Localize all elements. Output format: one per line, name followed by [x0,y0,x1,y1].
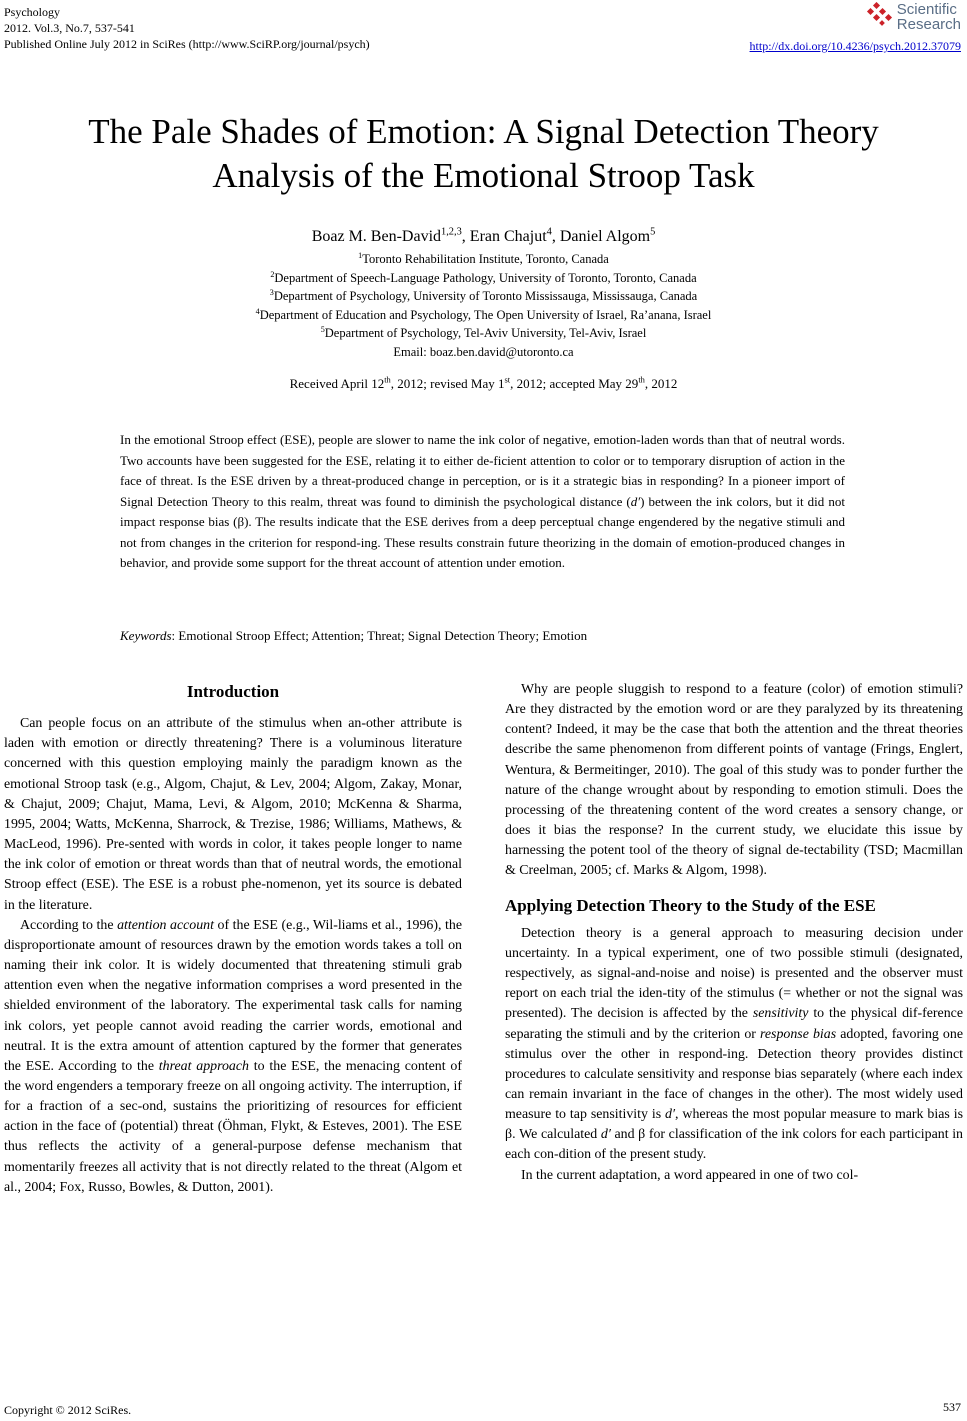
author-name: Eran Chajut [469,228,547,245]
author-list: Boaz M. Ben-David$^{1,2,3}$, Eran Chajut$^4$, Daniel Algom$^5$ [311,226,656,245]
publication-info: Published Online July 2012 in SciRes (http://www.SciRP.org/journal/psych) [4,37,370,51]
page-number: 537 [943,1400,961,1414]
logo-text: Scientific Research [896,1,961,33]
author-name: Daniel Algom [559,228,651,245]
author-name: Boaz M. Ben-David [311,228,442,245]
right-column [505,680,963,1186]
header-right [750,2,961,54]
paragraph: Why are people sluggish to respond to a feature (color) of emotion stimuli? Are they distracted by the emotion word or are they paralyzed by its threatening content? Indeed, it may be the case that both the attention and the threat theories describe the same phenomenon from different points of vantage (Frings, Englert, Wentura, & Bermeitinger, 2010). The goal of this study was to ponder further the nature of the change wrought about by responding to emotion stimuli. Does the processing of the threatening content of the word creates a sensory change, or does it bias the response? In the current study, we elucidate this issue by harnessing the potent tool of the theory of signal de-tectability (TSD; Macmillan & Creelman, 2005; cf. Marks & Algom, 1998). [505,682,963,879]
paragraph: According to the attention account of the ESE (e.g., Wil-liams et al., 1996), the disproportionate amount of resources drawn by the emotion words takes a toll on naming their ink color. It is widely documented that threatening stimuli grab attention even when the negative information comprises a word presented in the shielded environment of the laboratory. The experimental task calls for naming ink colors, yet people cannot avoid reading the carrier words, emotional and neutral. It is the extra amount of attention captured by the former that generates the ESE. According to the threat approach to the ESE, the menacing content of the word engenders a temporary freeze on all ongoing activity. The interruption, if for a fraction of a sec-ond, sustains the prioritizing of resources for efficient action in the face of (potential) threat (Öhman, Flykt, & Esteves, 2001). The ESE thus reflects the activity of a general-purpose defense mechanism that momentarily freezes all activity that is not directly related to the threat (Algom et al., 2004; Fox, Russo, Bowles, & Dutton, 2001). [4,917,462,1195]
journal-name: Psychology [4,5,61,19]
paragraph: Can people focus on an attribute of the stimulus when an-other attribute is laden with emotion or directly threatening? There is a voluminous literature concerned with this question employing mainly the paradigm known as the emotional Stroop task (e.g., Algom, Chajut, & Lev, 2004; Algom, Zakay, Monar, & Chajut, 2009; Chajut, Mama, Levi, & Algom, 2010; McKenna & Sharma, 1995, 2004; Watts, McKenna, Sharrock, & Trezise, 1986; Williams, Mathews, & MacLeod, 1996). Pre-sented with words in color, it takes people longer to name the ink color of emotion or threat words than that of neutral words, the emotional Stroop effect (ESE). The ESE is a robust phe-nomenon, yet its source is debated in the literature. [4,716,462,913]
section-heading-applying-detection-theory: Applying Detection Theory to the Study of the ESE [505,895,876,915]
affiliation: $^3$Department of Psychology, University of Toronto Mississauga, Mississauga, Canada [269,287,698,303]
received-dates: Received April 12th, 2012; revised May 1st, 2012; accepted May 29th, 2012 [289,374,678,391]
affiliation: $^4$Department of Education and Psychology, The Open University of Israel, Ra’anana, Israel [255,306,712,322]
section-heading-introduction: Introduction [186,682,280,701]
logo-icon [863,2,893,28]
affiliation: $^1$Toronto Rehabilitation Institute, Toronto, Canada [358,250,609,266]
affiliation: $^5$Department of Psychology, Tel-Aviv University, Tel-Aviv, Israel [320,324,647,340]
publisher-logo [863,2,961,32]
keywords: Keywords: Emotional Stroop Effect; Attention; Threat; Signal Detection Theory; Emotion [120,628,588,643]
affiliations [0,250,967,361]
email: Email: boaz.ben.david@utoronto.ca [393,344,574,359]
affiliation: $^2$Department of Speech-Language Pathology, University of Toronto, Toronto, Canada [270,269,697,285]
paper-title: The Pale Shades of Emotion: A Signal Detection Theory Analysis of the Emotional Stroop Task [88,112,879,195]
copyright: Copyright © 2012 SciRes. [4,1403,132,1417]
doi-link[interactable]: http://dx.doi.org/10.4236/psych.2012.37079 [749,39,961,53]
abstract: In the emotional Stroop effect (ESE), people are slower to name the ink color of negative, emotion-laden words than that of neutral words. Two accounts have been suggested for the ESE, relating it to either de-ficient attention to color or to temporary disruption of action in the face of threat. Is the ESE driven by a threat-produced change in perception, or is it a strategic bias in responding? In a pioneer import of Signal Detection Theory to this realm, threat was found to diminish the psychological distance (d′) between the ink colors, but it did not impact response bias (β). The results indicate that the ESE derives from a deep perceptual change engendered by the negative stimuli and not from changes in the criterion for respond-ing. These results constrain future theorizing in the domain of emotion-produced changes in behavior, and provide some support for the threat account of attention under emotion. [120,432,845,570]
volume-info: 2012. Vol.3, No.7, 537-541 [4,21,135,35]
paragraph: Detection theory is a general approach to measuring decision under uncertainty. In a typical experiment, one of two possible stimuli (designated, respectively, as signal-and-noise and noise) is presented and the observer must report on each trial the iden-tity of the stimulus (= whether or not the signal was presented). The decision is affected by the sensitivity to the physical dif-ference separating the stimuli and by the criterion or response bias adopted, favoring one stimulus over the other in respond-ing. Detection theory provides distinct procedures to calculate sensitivity and response bias separately (where each index can remain invariant in the face of changes in the other). The most widely used measure to tap sensitivity is d′, whereas the most popular measure to mark bias is β. We calculated d′ and β for classification of the ink colors for each participant in each con-dition of the present study. [505,925,964,1163]
running-header [4,4,370,52]
left-column [4,680,462,1198]
paragraph: In the current adaptation, a word appeared in one of two col- [521,1167,859,1183]
